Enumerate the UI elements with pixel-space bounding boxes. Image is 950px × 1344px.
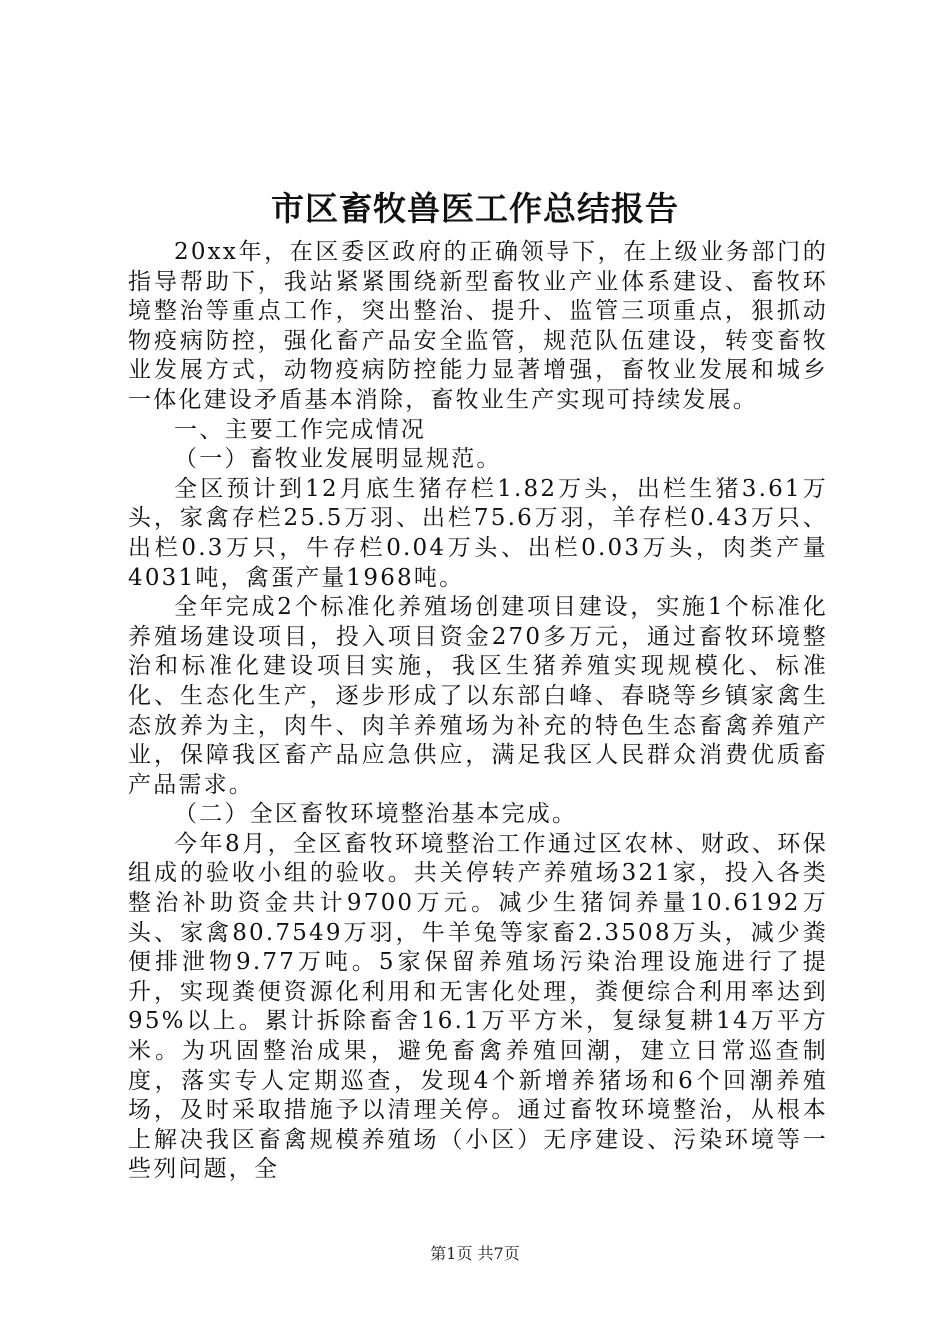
intro-paragraph: 20xx年，在区委区政府的正确领导下，在上级业务部门的指导帮助下，我站紧紧围绕新型畜牧业产业体系建设、畜牧环境整治等重点工作，突出整治、提升、监管三项重点，狠抓动物疫病防控，强化畜产品安全监管，规范队伍建设，转变畜牧业发展方式，动物疫病防控能力显著增强，畜牧业发展和城乡一体化建设矛盾基本消除，畜牧业生产实现可持续发展。 xyxy=(128,239,828,413)
subsection-heading-2: （二）全区畜牧环境整治基本完成。 xyxy=(174,801,578,828)
document-body xyxy=(128,238,828,1185)
subsection-heading-1: （一）畜牧业发展明显规范。 xyxy=(174,446,502,473)
standardization-paragraph: 全年完成2个标准化养殖场创建项目建设，实施1个标准化养殖场建设项目，投入项目资金270多万元，通过畜牧环境整治和标准化建设项目实施，我区生猪养殖实现规模化、标准化、生态化生产，逐步形成了以东部白峰、春晓等乡镇家禽生态放养为主，肉牛、肉羊养殖场为补充的特色生态畜禽养殖产业，保障我区畜产品应急供应，满足我区人民群众消费优质畜产品需求。 xyxy=(128,594,828,798)
page-footer: 第1页 共7页 xyxy=(430,1244,520,1263)
section-heading-main-work: 一、主要工作完成情况 xyxy=(174,416,426,443)
livestock-stats-paragraph: 全区预计到12月底生猪存栏1.82万头，出栏生猪3.61万头，家禽存栏25.5万羽、出栏75.6万羽，羊存栏0.43万只、出栏0.3万只，牛存栏0.04万头、出栏0.03万头，肉类产量4031吨，禽蛋产量1968吨。 xyxy=(128,475,828,591)
document-title: 市区畜牧兽医工作总结报告 xyxy=(271,189,679,228)
environment-rectification-paragraph: 今年8月，全区畜牧环境整治工作通过区农林、财政、环保组成的验收小组的验收。共关停转产养殖场321家，投入各类整治补助资金共计9700万元。减少生猪饲养量10.6192万头、家禽80.7549万羽，牛羊兔等家畜2.3508万头，减少粪便排泄物9.77万吨。5家保留养殖场污染治理设施进行了提升，实现粪便资源化利用和无害化处理，粪便综合利用率达到95%以上。累计拆除畜舍16.1万平方米，复绿复耕14万平方米。为巩固整治成果，避免畜禽养殖回潮，建立日常巡查制度，落实专人定期巡查，发现4个新增养猪场和6个回潮养殖场，及时采取措施予以清理关停。通过畜牧环境整治，从根本上解决我区畜禽规模养殖场（小区）无序建设、污染环境等一些列问题，全 xyxy=(128,830,828,1183)
